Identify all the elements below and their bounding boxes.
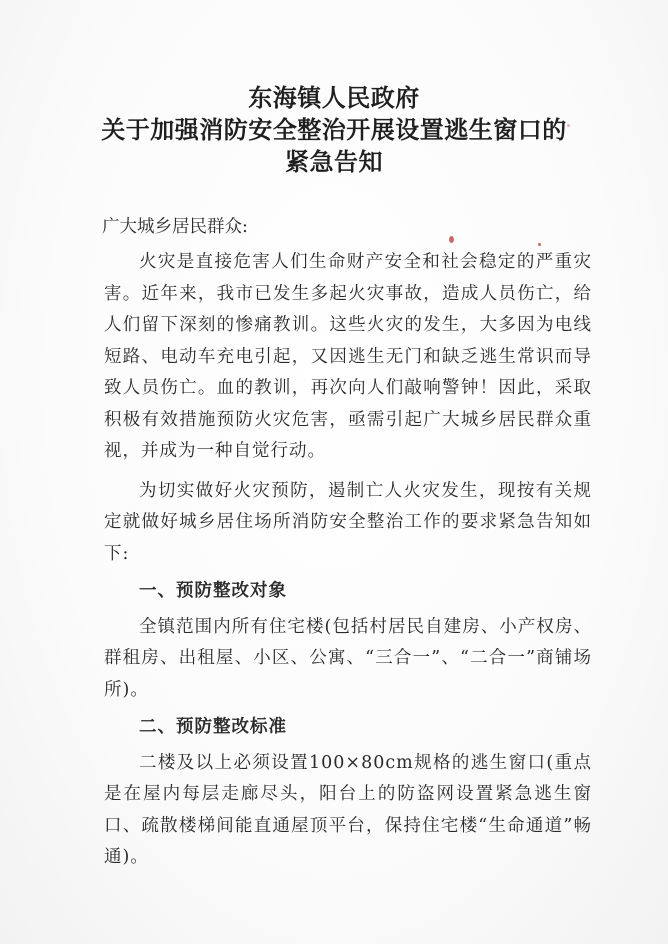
title-line-type: 紧急告知 [285, 147, 383, 176]
title-line-subject: 关于加强消防安全整治开展设置逃生窗口的 [101, 115, 567, 144]
salutation: 广大城乡居民群众: [102, 217, 248, 237]
paper-speck [567, 124, 570, 127]
section-heading-standards: 二、预防整改标准 [139, 717, 287, 737]
document-title [0, 82, 668, 178]
paper-speck [449, 236, 454, 243]
title-line-issuer: 东海镇人民政府 [248, 83, 420, 112]
document-body [104, 212, 592, 874]
paper-speck [538, 243, 541, 246]
paragraph-background: 火灾是直接危害人们生命财产安全和社会稳定的严重灾害。近年来，我市已发生多起火灾事故，造成人员伤亡，给人们留下深刻的惨痛教训。这些火灾的发生，大多因为电线短路、电动车充电引起，又因逃生无门和缺乏逃生常识而导致人员伤亡。血的教训，再次向人们敲响警钟！因此，采取积极有效措施预防火灾危害，亟需引起广大城乡居民群众重视，并成为一种自觉行动。 [104, 252, 592, 461]
section-text-standards: 二楼及以上必须设置100×80cm规格的逃生窗口(重点是在屋内每层走廊尽头，阳台上的防盗网设置紧急逃生窗口、疏散楼梯间能直通屋顶平台，保持住宅楼“生命通道”畅通)。 [104, 752, 592, 867]
paragraph-intro: 为切实做好火灾预防，遏制亡人火灾发生，现按有关规定就做好城乡居住场所消防安全整治工作的要求紧急告知如下: [104, 480, 592, 564]
section-text-targets: 全镇范围内所有住宅楼(包括村居民自建房、小产权房、群租房、出租屋、小区、公寓、“三合一”、“二合一”商铺场所)。 [104, 616, 592, 700]
section-heading-targets: 一、预防整改对象 [139, 581, 287, 601]
